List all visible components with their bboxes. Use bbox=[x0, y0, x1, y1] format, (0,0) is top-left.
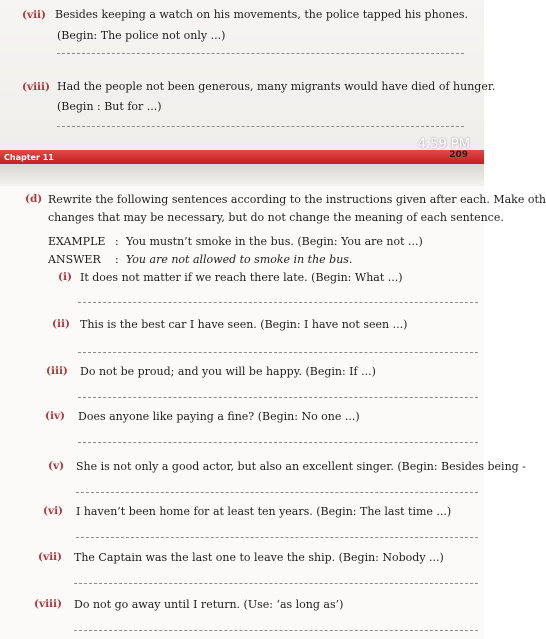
chapter-label: Chapter 11 bbox=[4, 153, 54, 162]
example-separator: : bbox=[115, 235, 119, 248]
item-text: Do not be proud; and you will be happy. (Begin: If ...) bbox=[80, 365, 376, 378]
top-item-sentence: Besides keeping a watch on his movements, the police tapped his phones. bbox=[55, 8, 469, 21]
top-item-begin-hint: (Begin : But for ...) bbox=[57, 100, 162, 113]
instruction-line-1: Rewrite the following sentences according to the instructions given after each. Make oth bbox=[48, 193, 546, 206]
item-number: (ii) bbox=[52, 318, 70, 330]
answer-line bbox=[78, 442, 478, 443]
answer-line bbox=[78, 302, 478, 303]
answer-text: You are not allowed to smoke in the bus. bbox=[126, 253, 353, 266]
item-text: Do not go away until I return. (Use: ‘as long as’) bbox=[74, 598, 344, 611]
item-number: (iii) bbox=[46, 365, 68, 377]
item-number: (viii) bbox=[34, 598, 63, 610]
photo-timestamp: 4:59 PM bbox=[417, 137, 470, 152]
answer-separator: : bbox=[115, 253, 119, 266]
item-text: This is the best car I have seen. (Begin: I have not seen ...) bbox=[80, 318, 408, 331]
top-item-number: (vii) bbox=[22, 9, 47, 21]
top-item-number: (viii) bbox=[22, 81, 51, 93]
item-number: (iv) bbox=[45, 410, 66, 422]
item-number: (i) bbox=[58, 271, 72, 283]
example-label: EXAMPLE bbox=[48, 235, 106, 248]
answer-line bbox=[76, 537, 478, 538]
item-text: She is not only a good actor, but also an excellent singer. (Begin: Besides being - bbox=[76, 460, 526, 473]
item-text: Does anyone like paying a fine? (Begin: No one ...) bbox=[78, 410, 360, 423]
top-item-sentence: Had the people not been generous, many migrants would have died of hunger. bbox=[57, 80, 496, 93]
previous-page-section bbox=[0, 0, 484, 150]
item-text: I haven’t been home for at least ten years. (Begin: The last time ...) bbox=[76, 505, 452, 518]
item-number: (vii) bbox=[38, 551, 63, 563]
chapter-band bbox=[0, 150, 484, 164]
answer-label: ANSWER bbox=[48, 253, 101, 266]
example-text: You mustn’t smoke in the bus. (Begin: You are not ...) bbox=[126, 235, 423, 248]
answer-line bbox=[74, 630, 478, 631]
answer-line bbox=[76, 492, 478, 493]
item-text: It does not matter if we reach there late. (Begin: What ...) bbox=[80, 271, 403, 284]
instruction-line-2: changes that may be necessary, but do not change the meaning of each sentence. bbox=[48, 211, 504, 224]
answer-line bbox=[78, 352, 478, 353]
item-number: (v) bbox=[48, 460, 65, 472]
answer-line bbox=[78, 397, 478, 398]
top-item-begin-hint: (Begin: The police not only ...) bbox=[57, 29, 226, 42]
item-text: The Captain was the last one to leave the ship. (Begin: Nobody ...) bbox=[74, 551, 444, 564]
page-fold-shadow bbox=[0, 164, 484, 186]
answer-line bbox=[57, 126, 464, 127]
page-number: 209 bbox=[449, 150, 468, 160]
answer-line bbox=[57, 53, 464, 54]
answer-line bbox=[74, 583, 478, 584]
item-number: (vi) bbox=[43, 505, 64, 517]
exercise-label: (d) bbox=[25, 193, 43, 205]
